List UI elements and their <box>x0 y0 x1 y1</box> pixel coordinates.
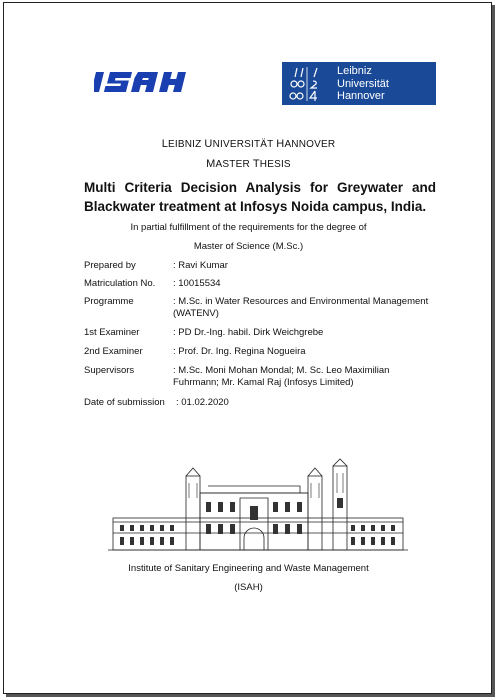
degree-text: Master of Science (M.Sc.) <box>193 241 304 252</box>
thesis-cap-1: M <box>206 158 216 170</box>
fulfillment-text: In partial fulfillment of the requirements for the degree of <box>130 222 367 233</box>
thesis-rest-1: ASTER <box>215 159 253 170</box>
detail-value: : 10015534 <box>173 278 221 289</box>
luh-line-2: Universität <box>337 77 389 90</box>
univ-cap-1: L <box>161 138 169 150</box>
detail-value: : Prof. Dr. Ing. Regina Nogueira <box>173 346 306 357</box>
institute-name: Institute of Sanitary Engineering and Waste Management <box>128 563 369 574</box>
isah-logo <box>94 68 186 96</box>
thesis-type <box>0 158 497 170</box>
univ-cap-3: H <box>276 138 285 150</box>
detail-label: 1st Examiner <box>84 327 140 338</box>
thesis-rest-2: HESIS <box>259 159 291 170</box>
univ-cap-2: U <box>204 138 213 150</box>
detail-label: Supervisors <box>84 365 135 376</box>
detail-value: : M.Sc. in Water Resources and Environmental Management (WATENV) <box>173 296 429 319</box>
univ-rest-2: NIVERSITÄT <box>212 139 277 150</box>
university-name <box>0 138 497 150</box>
univ-rest-1: EIBNIZ <box>168 139 205 150</box>
detail-label: Prepared by <box>84 260 136 271</box>
luh-logo <box>282 62 436 105</box>
luh-line-1: Leibniz <box>337 65 372 77</box>
detail-label: Programme <box>84 296 134 307</box>
detail-value: : Ravi Kumar <box>173 260 228 271</box>
luh-wordmark <box>337 65 389 103</box>
detail-value: : 01.02.2020 <box>176 397 229 408</box>
detail-label: Date of submission <box>84 397 165 408</box>
detail-value: : M.Sc. Moni Mohan Mondal; M. Sc. Leo Maximilian Fuhrmann; Mr. Kamal Raj (Infosys Limited) <box>173 365 390 388</box>
detail-value: : PD Dr.-Ing. habil. Dirk Weichgrebe <box>173 327 324 338</box>
thesis-cap-2: T <box>252 158 260 170</box>
thesis-title: Multi Criteria Decision Analysis for Greywater and Blackwater treatment at Infosys Noida campus, India. <box>84 180 436 214</box>
luh-line-3: Hannover <box>337 90 385 102</box>
detail-label: Matriculation No. <box>84 278 156 289</box>
univ-rest-3: ANNOVER <box>284 139 336 150</box>
detail-label: 2nd Examiner <box>84 346 143 357</box>
university-building-illustration <box>108 458 408 558</box>
luh-mark-icon <box>287 65 323 102</box>
institute-abbrev: (ISAH) <box>234 582 263 593</box>
